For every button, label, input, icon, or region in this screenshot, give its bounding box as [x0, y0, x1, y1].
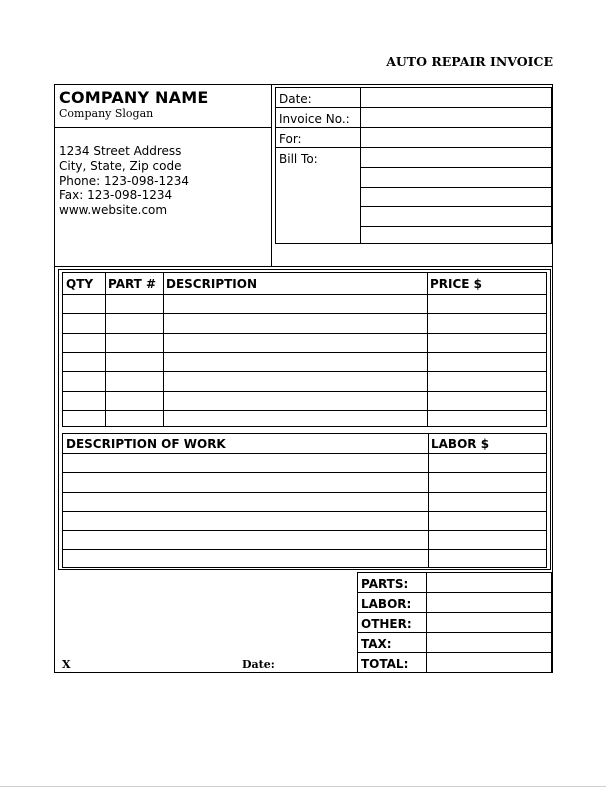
col-divider	[427, 273, 428, 426]
row-rule	[63, 333, 546, 334]
invoice-no-field[interactable]	[362, 109, 550, 126]
labor-total-label: LABOR:	[361, 597, 412, 611]
row-rule	[63, 294, 546, 295]
totals-rule	[358, 612, 551, 613]
parts-total-label: PARTS:	[361, 577, 409, 591]
header-bottom-rule	[55, 266, 552, 267]
totals-box	[357, 572, 552, 673]
date-field[interactable]	[362, 89, 550, 106]
company-slogan: Company Slogan	[59, 107, 154, 120]
totals-rule	[358, 592, 551, 593]
for-label: For:	[279, 132, 302, 146]
invoice-info-box	[275, 87, 552, 244]
row-rule	[63, 410, 546, 411]
other-total-label: OTHER:	[361, 617, 412, 631]
company-name: COMPANY NAME	[59, 88, 209, 107]
work-table	[62, 433, 547, 568]
totals-rule	[358, 652, 551, 653]
row-rule	[63, 472, 546, 473]
bill-to-label: Bill To:	[279, 152, 318, 166]
row-rule	[63, 371, 546, 372]
row-rule	[63, 511, 546, 512]
grand-total-field[interactable]	[428, 654, 549, 671]
signature-field[interactable]	[75, 650, 235, 666]
line-items-frame	[58, 269, 551, 570]
info-rule	[276, 107, 551, 108]
labor-total-field[interactable]	[428, 594, 549, 611]
col-divider	[163, 273, 164, 426]
company-website: www.website.com	[59, 203, 168, 217]
row-rule	[63, 492, 546, 493]
date-label: Date:	[279, 92, 312, 106]
header-divider	[271, 85, 272, 267]
row-rule	[63, 530, 546, 531]
document-title: AUTO REPAIR INVOICE	[386, 54, 553, 69]
grand-total-label: TOTAL:	[361, 657, 409, 671]
col-header-part-number: PART #	[108, 277, 157, 291]
row-rule	[63, 391, 546, 392]
other-total-field[interactable]	[428, 614, 549, 631]
row-rule	[63, 352, 546, 353]
info-rule	[276, 127, 551, 128]
invoice-form	[54, 84, 553, 673]
info-rule	[276, 147, 551, 148]
company-divider	[55, 127, 271, 128]
col-header-price: PRICE $	[430, 277, 483, 291]
col-divider	[105, 273, 106, 426]
for-field[interactable]	[362, 129, 550, 146]
company-address: 1234 Street Address	[59, 144, 182, 158]
col-header-qty: QTY	[66, 277, 94, 291]
company-phone: Phone: 123-098-1234	[59, 174, 190, 188]
signature-x-label: X	[62, 658, 71, 671]
row-rule	[63, 453, 546, 454]
tax-label: TAX:	[361, 637, 392, 651]
tax-field[interactable]	[428, 634, 549, 651]
info-divider	[360, 88, 361, 243]
row-rule	[63, 313, 546, 314]
signature-date-label: Date:	[242, 658, 275, 671]
totals-rule	[358, 632, 551, 633]
totals-divider	[426, 573, 427, 672]
col-header-description-of-work: DESCRIPTION OF WORK	[66, 437, 226, 451]
parts-total-field[interactable]	[428, 574, 549, 591]
row-rule	[63, 549, 546, 550]
col-header-description: DESCRIPTION	[166, 277, 258, 291]
col-header-labor: LABOR $	[431, 437, 490, 451]
signature-date-field[interactable]	[277, 650, 352, 666]
bill-to-field[interactable]	[362, 149, 550, 243]
page-bottom-edge	[0, 786, 606, 787]
company-fax: Fax: 123-098-1234	[59, 188, 173, 202]
parts-table	[62, 272, 547, 427]
invoice-no-label: Invoice No.:	[279, 112, 350, 126]
company-city-state-zip: City, State, Zip code	[59, 159, 182, 173]
